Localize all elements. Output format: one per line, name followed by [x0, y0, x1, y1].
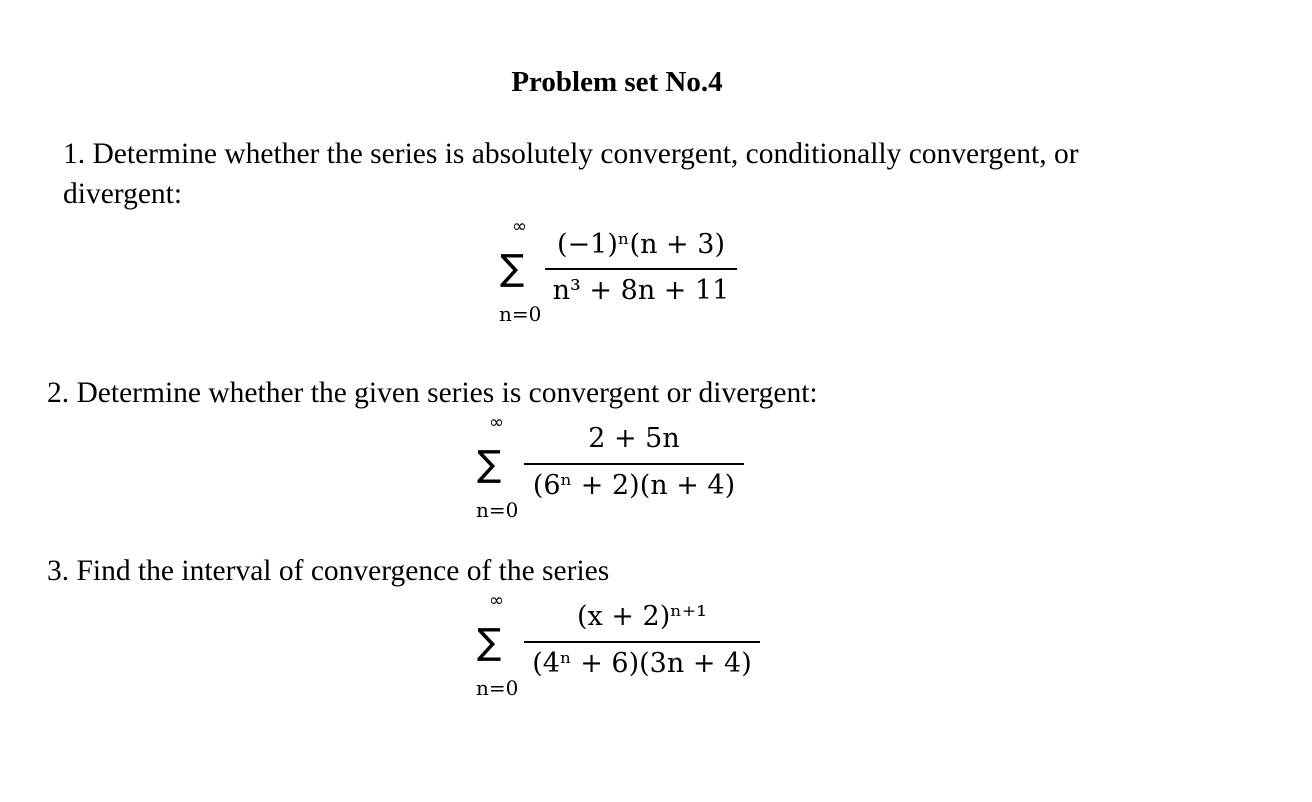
sigma-icon: ∑ [477, 622, 502, 663]
sum-upper-limit: ∞ [512, 216, 527, 237]
problem-2-numerator: 2 + 5n [588, 423, 680, 454]
problem-3-formula [474, 590, 774, 702]
sigma-icon: ∑ [500, 248, 525, 289]
sum-lower-limit: n=0 [476, 676, 519, 700]
sum-lower-limit: n=0 [476, 498, 519, 522]
fraction-bar [524, 463, 744, 465]
problem-3-denominator: (4ⁿ + 6)(3n + 4) [532, 648, 752, 679]
problem-2-denominator: (6ⁿ + 2)(n + 4) [532, 470, 736, 501]
sigma-icon: ∑ [477, 444, 502, 485]
problem-1-text-line-2: divergent: [63, 178, 183, 210]
problem-1-numerator: (−1)ⁿ(n + 3) [557, 229, 725, 260]
problem-3-numerator: (x + 2)ⁿ⁺¹ [576, 601, 708, 632]
fraction-bar [524, 641, 760, 643]
problem-1-text-line-1: 1. Determine whether the series is absolutely convergent, conditionally convergent, or [63, 138, 1079, 170]
problem-3-text: 3. Find the interval of convergence of the series [47, 555, 610, 587]
sum-lower-limit: n=0 [499, 302, 542, 326]
sum-upper-limit: ∞ [489, 590, 504, 611]
problem-1-formula [497, 216, 747, 328]
problem-2-formula [474, 412, 754, 524]
sum-upper-limit: ∞ [489, 412, 504, 433]
problem-1-denominator: n³ + 8n + 11 [552, 275, 730, 306]
fraction-bar [545, 268, 737, 270]
page-title: Problem set No.4 [511, 66, 723, 98]
problem-2-text: 2. Determine whether the given series is convergent or divergent: [47, 377, 818, 409]
